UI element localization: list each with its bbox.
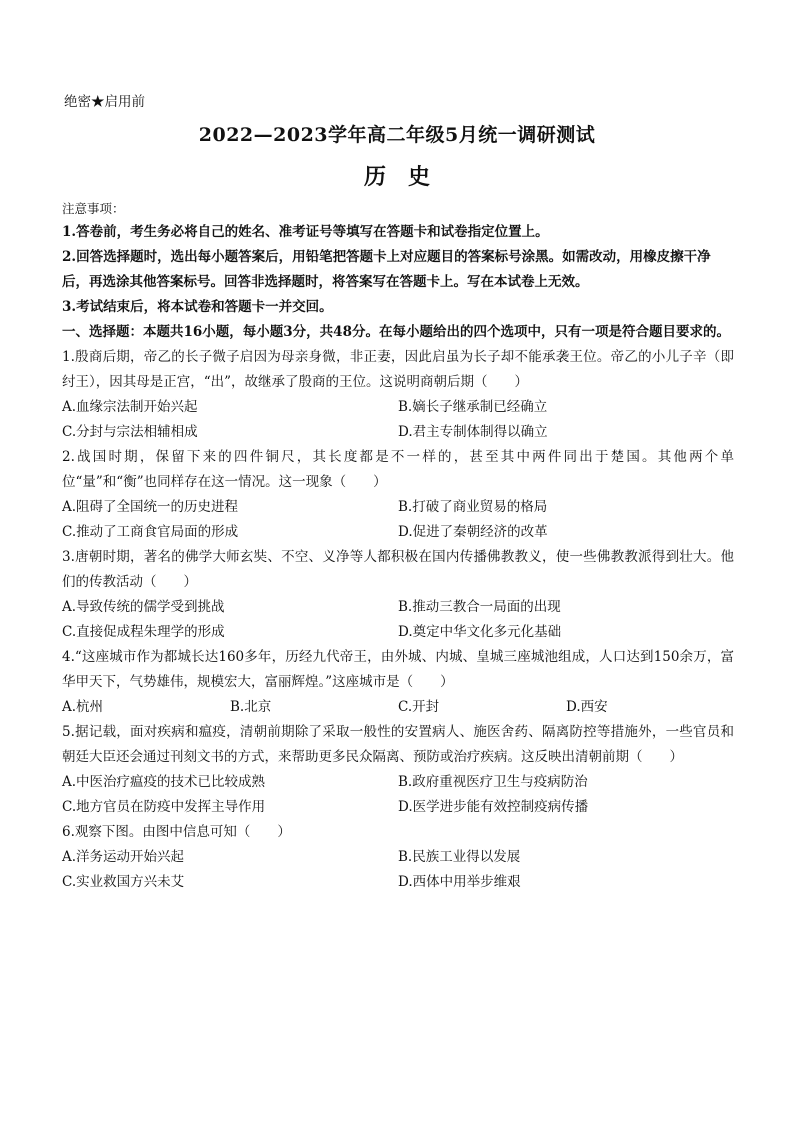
exam-title: 2022—2023学年高二年级5月统一调研测试 <box>198 124 596 146</box>
question-stem: 4.“这座城市作为都城长达160多年，历经九代帝王，由外城、内城、皇城三座城池组成，人口达到150余万，富华甲天下，气势雄伟，规模宏大，富丽辉煌。”这座城市是（ ） <box>62 649 734 690</box>
options <box>62 495 734 545</box>
notice-item-3: 3.考试结束后，将本试卷和答题卡一并交回。 <box>62 299 333 315</box>
option-d[interactable]: D.西安 <box>566 699 608 715</box>
options <box>62 770 734 820</box>
option-c[interactable]: C.分封与宗法相辅相成 <box>62 424 198 440</box>
option-b[interactable]: B.政府重视医疗卫生与疫病防治 <box>398 774 588 790</box>
exam-body <box>62 198 734 895</box>
option-a[interactable]: A.杭州 <box>62 699 104 715</box>
confidential-mark: 绝密★启用前 <box>64 94 145 110</box>
options <box>62 695 734 720</box>
options <box>62 595 734 645</box>
option-b[interactable]: B.民族工业得以发展 <box>398 849 521 865</box>
notice-label: 注意事项： <box>62 201 125 216</box>
option-a[interactable]: A.中医治疗瘟疫的技术已比较成熟 <box>62 774 266 790</box>
option-d[interactable]: D.奠定中华文化多元化基础 <box>398 624 562 640</box>
options <box>62 395 734 445</box>
notice-item-2: 2.回答选择题时，选出每小题答案后，用铅笔把答题卡上对应题目的答案标号涂黑。如需改动，用橡皮擦干净后，再选涂其他答案标号。回答非选择题时，将答案写在答题卡上。写在本试卷上无效。 <box>62 249 711 290</box>
option-d[interactable]: D.君主专制体制得以确立 <box>398 424 548 440</box>
option-b[interactable]: B.嫡长子继承制已经确立 <box>398 399 548 415</box>
option-a[interactable]: A.血缘宗法制开始兴起 <box>62 399 198 415</box>
option-d[interactable]: D.西体中用举步维艰 <box>398 874 521 890</box>
option-d[interactable]: D.促进了秦朝经济的改革 <box>398 524 548 540</box>
option-b[interactable]: B.北京 <box>230 699 272 715</box>
option-a[interactable]: A.导致传统的儒学受到挑战 <box>62 599 225 615</box>
question-stem: 1.殷商后期，帝乙的长子微子启因为母亲身微，非正妻，因此启虽为长子却不能承袭王位。帝乙的小儿子辛（即纣王），因其母是正宫，“出”，故继承了殷商的王位。这说明商朝后期（ ） <box>62 349 734 390</box>
question-6 <box>62 820 734 895</box>
question-4 <box>62 645 734 720</box>
question-stem: 6.观察下图。由图中信息可知（ ） <box>62 824 291 840</box>
question-5 <box>62 720 734 820</box>
options <box>62 845 734 895</box>
question-3 <box>62 545 734 645</box>
option-b[interactable]: B.打破了商业贸易的格局 <box>398 499 548 515</box>
question-2 <box>62 445 734 545</box>
option-c[interactable]: C.开封 <box>398 699 440 715</box>
option-c[interactable]: C.推动了工商食官局面的形成 <box>62 524 239 540</box>
subject-title: 历史 <box>363 164 452 190</box>
question-stem: 2.战国时期，保留下来的四件铜尺，其长度都是不一样的，甚至其中两件同出于楚国。其他两个单位“量”和“衡”也同样存在这一情况。这一现象（ ） <box>62 449 734 490</box>
question-stem: 3.唐朝时期，著名的佛学大师玄奘、不空、义净等人都积极在国内传播佛教教义，使一些佛教教派得到壮大。他们的传教活动（ ） <box>62 549 734 590</box>
question-1 <box>62 345 734 445</box>
option-c[interactable]: C.地方官员在防疫中发挥主导作用 <box>62 799 266 815</box>
notice-item-1: 1.答卷前，考生务必将自己的姓名、准考证号等填写在答题卡和试卷指定位置上。 <box>62 224 549 240</box>
option-c[interactable]: C.实业救国方兴未艾 <box>62 874 185 890</box>
option-c[interactable]: C.直接促成程朱理学的形成 <box>62 624 225 640</box>
option-b[interactable]: B.推动三教合一局面的出现 <box>398 599 561 615</box>
option-a[interactable]: A.阻碍了全国统一的历史进程 <box>62 499 239 515</box>
question-stem: 5.据记载，面对疾病和瘟疫，清朝前期除了采取一般性的安置病人、施医舍药、隔离防控等措施外，一些官员和朝廷大臣还会通过刊刻文书的方式，来帮助更多民众隔离、预防或治疗疾病。这反映出清朝前期（ ） <box>62 724 734 765</box>
section-heading: 一、选择题：本题共16小题，每小题3分，共48分。在每小题给出的四个选项中，只有一项是符合题目要求的。 <box>62 324 730 340</box>
option-d[interactable]: D.医学进步能有效控制疫病传播 <box>398 799 589 815</box>
option-a[interactable]: A.洋务运动开始兴起 <box>62 849 185 865</box>
